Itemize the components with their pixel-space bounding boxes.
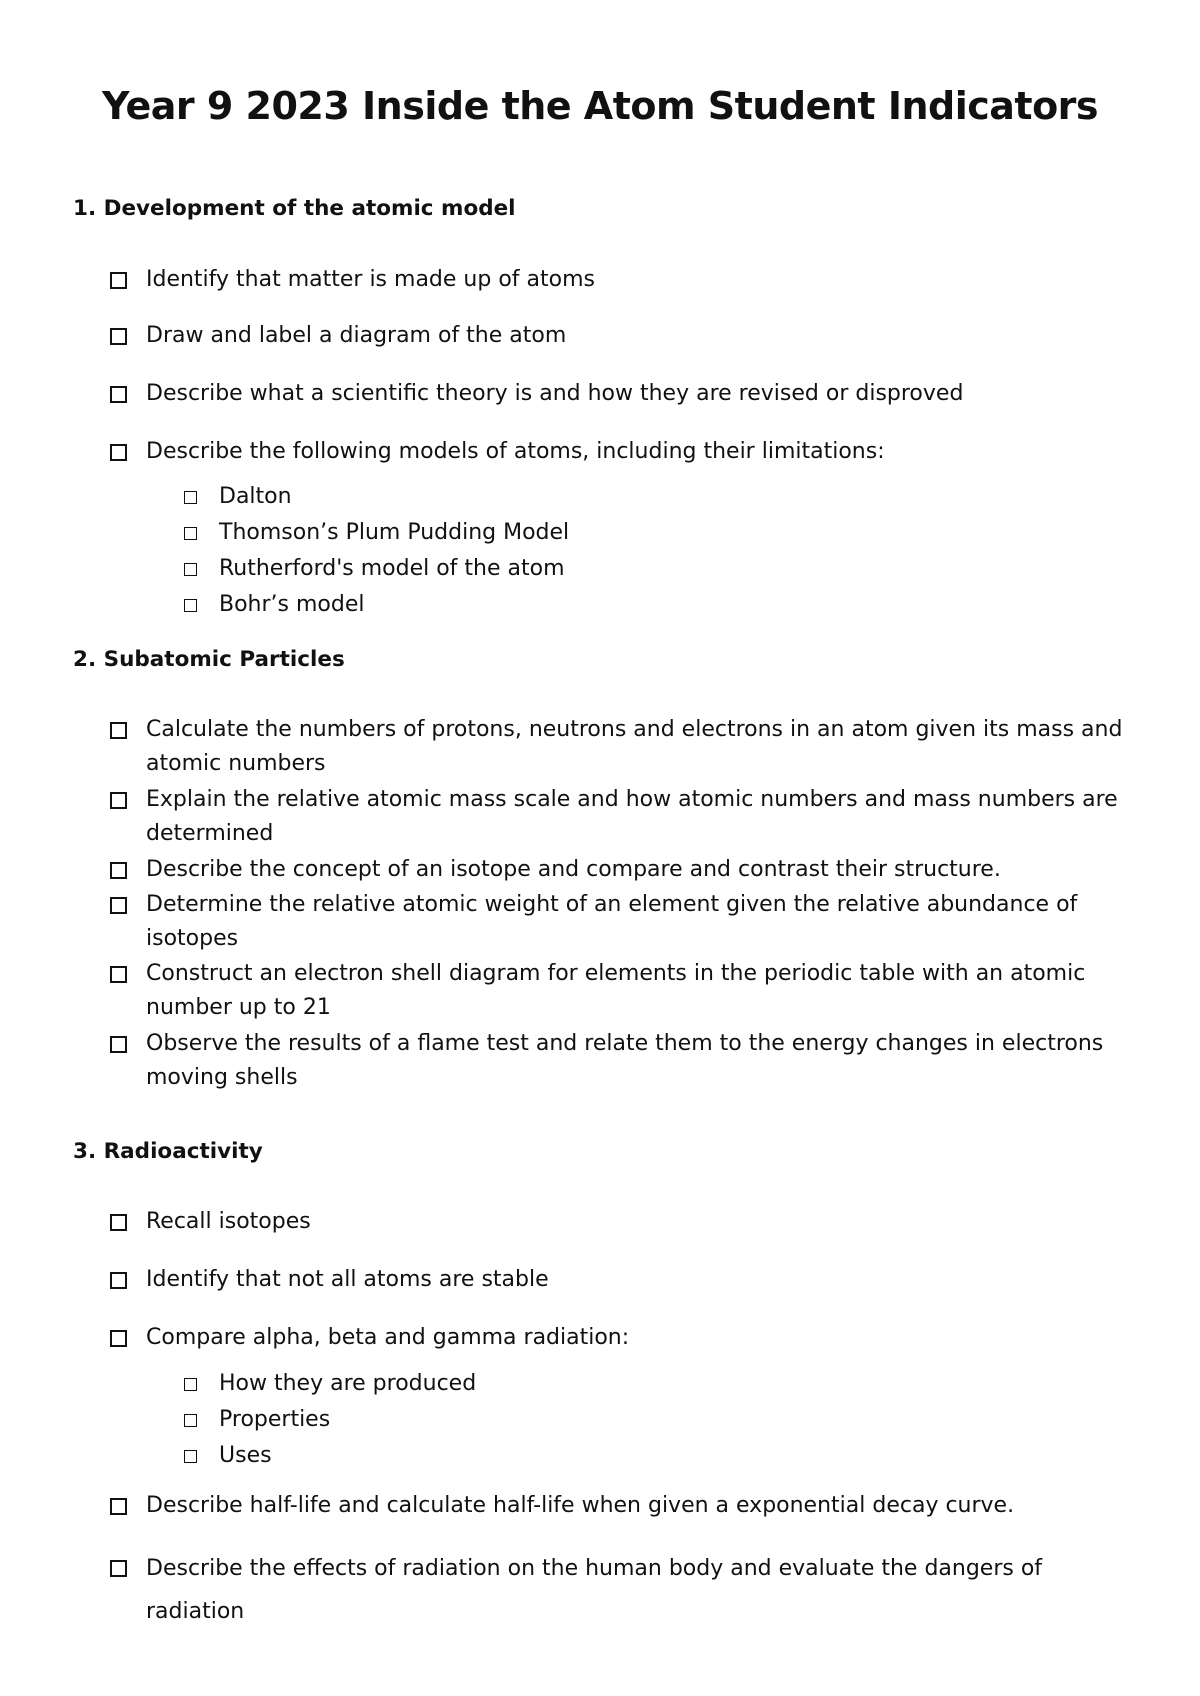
sub-checklist-item: Properties bbox=[184, 1403, 1084, 1437]
sub-checkbox[interactable] bbox=[184, 491, 197, 504]
sub-checkbox[interactable] bbox=[184, 563, 197, 576]
checkbox[interactable] bbox=[110, 272, 127, 289]
checklist-item: Describe the concept of an isotope and compare and contrast their structure. bbox=[110, 853, 1140, 887]
sub-checkbox[interactable] bbox=[184, 1414, 197, 1427]
sub-checklist-item: Rutherford's model of the atom bbox=[184, 552, 1084, 586]
sub-checklist-item: Bohr’s model bbox=[184, 588, 1084, 622]
checkbox[interactable] bbox=[110, 1498, 127, 1515]
sub-checklist-item: How they are produced bbox=[184, 1367, 1084, 1401]
checkbox[interactable] bbox=[110, 897, 127, 914]
checkbox[interactable] bbox=[110, 862, 127, 879]
section-heading-development: 1. Development of the atomic model bbox=[73, 196, 516, 221]
checkbox[interactable] bbox=[110, 1036, 127, 1053]
checklist-item: Construct an electron shell diagram for elements in the periodic table with an atomic number up to 21 bbox=[110, 957, 1140, 1025]
checklist-item: Describe what a scientific theory is and how they are revised or disproved bbox=[110, 377, 1140, 411]
checklist-item: Determine the relative atomic weight of an element given the relative abundance of isotopes bbox=[110, 888, 1140, 956]
checklist-item: Compare alpha, beta and gamma radiation: bbox=[110, 1321, 1140, 1355]
checklist-item: Explain the relative atomic mass scale and how atomic numbers and mass numbers are determined bbox=[110, 783, 1140, 851]
checkbox[interactable] bbox=[110, 1560, 127, 1577]
checklist-item: Describe the effects of radiation on the human body and evaluate the dangers of radiation bbox=[110, 1547, 1140, 1633]
section-heading-subatomic: 2. Subatomic Particles bbox=[73, 647, 345, 672]
checklist-item: Describe half-life and calculate half-life when given a exponential decay curve. bbox=[110, 1489, 1140, 1523]
sub-checklist-item: Uses bbox=[184, 1439, 1084, 1473]
checkbox[interactable] bbox=[110, 328, 127, 345]
section-heading-radioactivity: 3. Radioactivity bbox=[73, 1139, 263, 1164]
checkbox[interactable] bbox=[110, 792, 127, 809]
sub-checkbox[interactable] bbox=[184, 599, 197, 612]
sub-checkbox[interactable] bbox=[184, 1450, 197, 1463]
checklist-item: Recall isotopes bbox=[110, 1205, 1140, 1239]
sub-checklist-item: Thomson’s Plum Pudding Model bbox=[184, 516, 1084, 550]
checklist-item: Identify that not all atoms are stable bbox=[110, 1263, 1140, 1297]
checklist-item: Calculate the numbers of protons, neutrons and electrons in an atom given its mass and atomic numbers bbox=[110, 713, 1140, 781]
checklist-item: Identify that matter is made up of atoms bbox=[110, 263, 1140, 297]
checkbox[interactable] bbox=[110, 1330, 127, 1347]
sub-checklist-item: Dalton bbox=[184, 480, 1084, 514]
sub-checkbox[interactable] bbox=[184, 527, 197, 540]
checkbox[interactable] bbox=[110, 386, 127, 403]
checkbox[interactable] bbox=[110, 1272, 127, 1289]
checkbox[interactable] bbox=[110, 1214, 127, 1231]
page-title: Year 9 2023 Inside the Atom Student Indicators bbox=[101, 84, 1099, 128]
checkbox[interactable] bbox=[110, 966, 127, 983]
checkbox[interactable] bbox=[110, 722, 127, 739]
checklist-item: Draw and label a diagram of the atom bbox=[110, 319, 1140, 353]
checklist-item: Describe the following models of atoms, including their limitations: bbox=[110, 435, 1140, 469]
checkbox[interactable] bbox=[110, 444, 127, 461]
checklist-item: Observe the results of a flame test and relate them to the energy changes in electrons moving shells bbox=[110, 1027, 1140, 1095]
sub-checkbox[interactable] bbox=[184, 1378, 197, 1391]
